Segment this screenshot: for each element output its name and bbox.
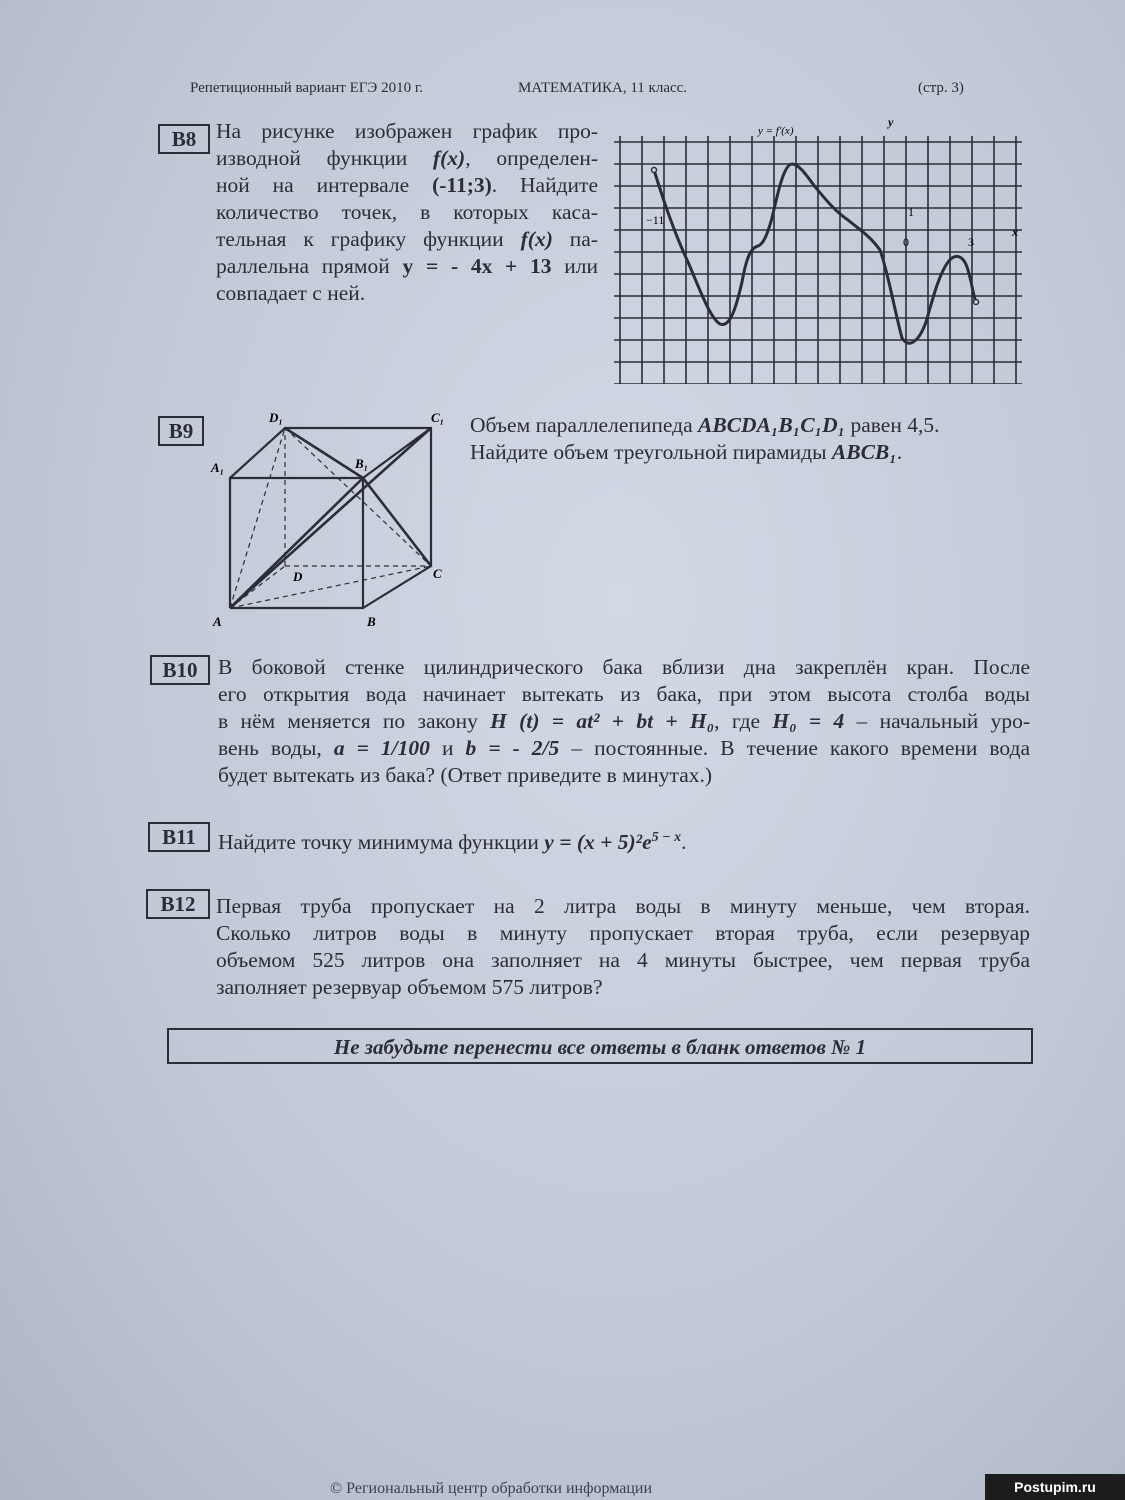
b8-line: На рисунке изображен график про- bbox=[216, 119, 598, 143]
vertex-c: C bbox=[433, 566, 442, 581]
vertex-a1: A₁ bbox=[211, 460, 225, 475]
graph-tick-1: 1 bbox=[908, 205, 914, 219]
b8-text bbox=[216, 118, 598, 307]
b10-text: В боковой стенке цилиндрического бака вблизи дна закреплён кран. После его открытия вода начинает вытекать из бака, при этом высота столба воды в нём меняется по закону H (t) = at² + bt + H₀, где H₀ = 4 – начальный уро- вень воды, a = 1/100 и b = - 2/5 – постоянные. В течение какого времени вода будет вытекать из бака? (Ответ приведите в минутах.) bbox=[218, 655, 1031, 787]
vertex-b1: B₁ bbox=[355, 456, 369, 471]
edge-d1-b1 bbox=[285, 428, 363, 478]
copyright-line: © Региональный центр обработки информации bbox=[330, 1480, 652, 1497]
graph-tick-0: 0 bbox=[903, 235, 909, 249]
b10-label: B10 bbox=[150, 655, 210, 685]
b8-line: ной на интервале (-11;3). Найдите bbox=[216, 173, 598, 197]
b8-line: совпадает с ней. bbox=[216, 281, 366, 305]
b9-label: B9 bbox=[158, 416, 204, 446]
vertex-c1: C₁ bbox=[431, 410, 445, 425]
edge-b1-c bbox=[363, 478, 431, 566]
graph-tick-neg11: −11 bbox=[646, 213, 665, 227]
vertex-d: D bbox=[293, 569, 303, 584]
graph-open-endpoint bbox=[652, 168, 657, 173]
hidden-diagonal-ac bbox=[230, 566, 431, 608]
header-left: Репетиционный вариант ЕГЭ 2010 г. bbox=[190, 80, 424, 96]
derivative-graph bbox=[612, 112, 1032, 384]
b11-text: Найдите точку минимума функции $y = (x + 5)^2e^{5 - x}$. bbox=[218, 830, 687, 855]
header-subject: МАТЕМАТИКА, 11 класс. bbox=[518, 80, 688, 96]
b8-line: изводной функции f(x), определен- bbox=[216, 146, 598, 170]
b9-text: Объем параллелепипеда ABCDA₁B₁C₁D₁ равен 4,5. Найдите объем треугольной пирамиды ABCB₁. bbox=[470, 413, 940, 464]
graph-grid bbox=[614, 136, 1022, 384]
b11-label: B11 bbox=[148, 822, 210, 852]
vertex-d1: D₁ bbox=[269, 410, 283, 425]
answer-reminder-box: Не забудьте перенести все ответы в бланк ответов № 1 bbox=[167, 1028, 1033, 1064]
edge-a-c1 bbox=[230, 428, 431, 608]
graph-x-axis-label: x bbox=[1012, 225, 1018, 239]
graph-tick-3: 3 bbox=[968, 235, 974, 249]
b8-line: тельная к графику функции f(x) па- bbox=[216, 227, 599, 251]
b12-text: Первая труба пропускает на 2 литра воды в минуту меньше, чем вторая. Сколько литров воды в минуту пропускает вторая труба, если резервуар объемом 525 литров она заполняет на 4 минуты быстрее, чем первая труба заполняет резервуар объемом 575 литров? bbox=[216, 894, 1030, 999]
vertex-a: A bbox=[213, 614, 222, 629]
watermark: Postupim.ru bbox=[985, 1474, 1125, 1500]
graph-y-axis-label: y bbox=[888, 115, 894, 129]
b8-line: раллельна прямой y = - 4x + 13 или bbox=[216, 254, 598, 278]
parallelepiped-figure bbox=[205, 406, 465, 632]
b8-label: B8 bbox=[158, 124, 210, 154]
vertex-b: B bbox=[367, 614, 376, 629]
b12-label: B12 bbox=[146, 889, 210, 919]
b8-line: количество точек, в которых каса- bbox=[216, 200, 598, 224]
header-page: (стр. 3) bbox=[918, 80, 964, 96]
graph-title: y = f′(x) bbox=[758, 125, 794, 137]
graph-open-endpoint bbox=[974, 300, 979, 305]
